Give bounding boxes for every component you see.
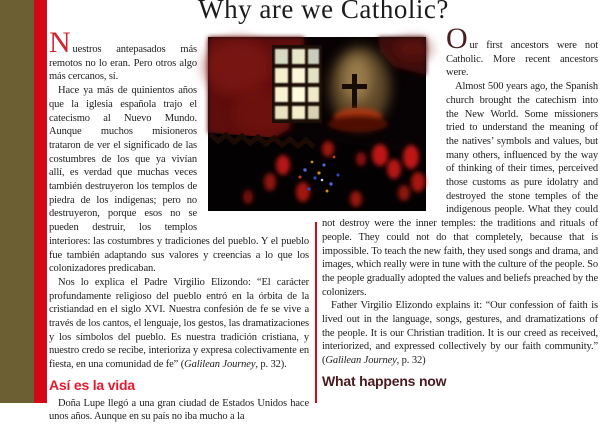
- paragraph-text: , p. 32).: [255, 359, 287, 371]
- english-section-heading: What happens now: [322, 372, 447, 389]
- dropcap-letter: O: [446, 22, 468, 55]
- paragraph-text: Nos lo explica el Padre Virgilio Elizondo: “El carácter profundamente religioso del pueblo entró en la órbita de la cristiandad en el siglo XVI. Nuestra confesión de fe se vive a través de los cantos, el lenguaje, los gestos, las dramatizaciones y los símbolos del pueblo. Es nuestra tradición cristiana, y nuestro credo se recibe, interioriza y expresa colectivamente en fiesta, en una comunidad de fe” (: [49, 276, 309, 371]
- spanish-section-heading: Así es la vida: [49, 376, 135, 393]
- paragraph: Hace ya más de quinientos años que la iglesia española trajo el catecismo al Nuevo Mundo. Aunque muchos misioneros trataron de ver el significado de las costumbres de los que ya vivían allí, es verdad que muchas veces también destruyeron los templos de piedra de los indígenas; pero no destruyeron, porque esos no se pueden destruir, los templos interiores: las costumbres y tradiciones del pueblo. Y el pueblo fue también adaptando sus valores y creencias a lo que los colonizadores predicaban.: [49, 85, 309, 275]
- left-olive-bar: [0, 0, 34, 403]
- column-divider: [315, 222, 317, 403]
- photo-wrap-spacer: [322, 32, 446, 216]
- citation-title: Galilean Journey: [325, 355, 397, 367]
- photo-wrap-spacer: [197, 36, 309, 223]
- paragraph-text: Father Virgilio Elizondo explains it: “Our confession of faith is lived out in the language, songs, gestures, and dramatizations of the people. It is our Christian tradition. It is our creed as received, interiorized, and expressed collectively by our faith community.” (: [322, 300, 598, 367]
- english-article: [322, 22, 598, 403]
- paragraph: Almost 500 years ago, the Spanish church brought the catechism into the New World. Some missioners tried to understand the meaning of the natives’ symbols and values, but many others, influenced by the way of thinking of their times, perceived those customs as pure idolatry and destroyed the stone temples of the indigenous people. What they could not destroy were the inner temples: the traditions and rituals of people. They could not do that completely, because that is impossible. To teach the new faith, they used songs and drama, and images, which really were in tune with the culture of the people. So the people gradually adopted the values and beliefs preached by the colonizers.: [322, 81, 598, 298]
- paragraph-text: uestros antepasados más remotos no lo eran. Pero otros algo más cercanos, sí.: [49, 44, 197, 83]
- dropcap-letter: N: [49, 26, 71, 59]
- paragraph: [322, 299, 598, 368]
- left-red-accent-bar: [34, 0, 47, 403]
- paragraph-text: ur first ancestors were not Catholic. More recent ancestors were.: [446, 40, 598, 79]
- page-title: Why are we Catholic?: [198, 0, 449, 24]
- citation-title: Galilean Journey: [184, 359, 256, 371]
- paragraph: Doña Lupe llegó a una gran ciudad de Estados Unidos hace unos años. Aunque en su país no iba mucho a la: [49, 397, 309, 423]
- paragraph-text: , p. 32): [396, 355, 426, 367]
- paragraph: [49, 276, 309, 372]
- spanish-article: [49, 26, 309, 423]
